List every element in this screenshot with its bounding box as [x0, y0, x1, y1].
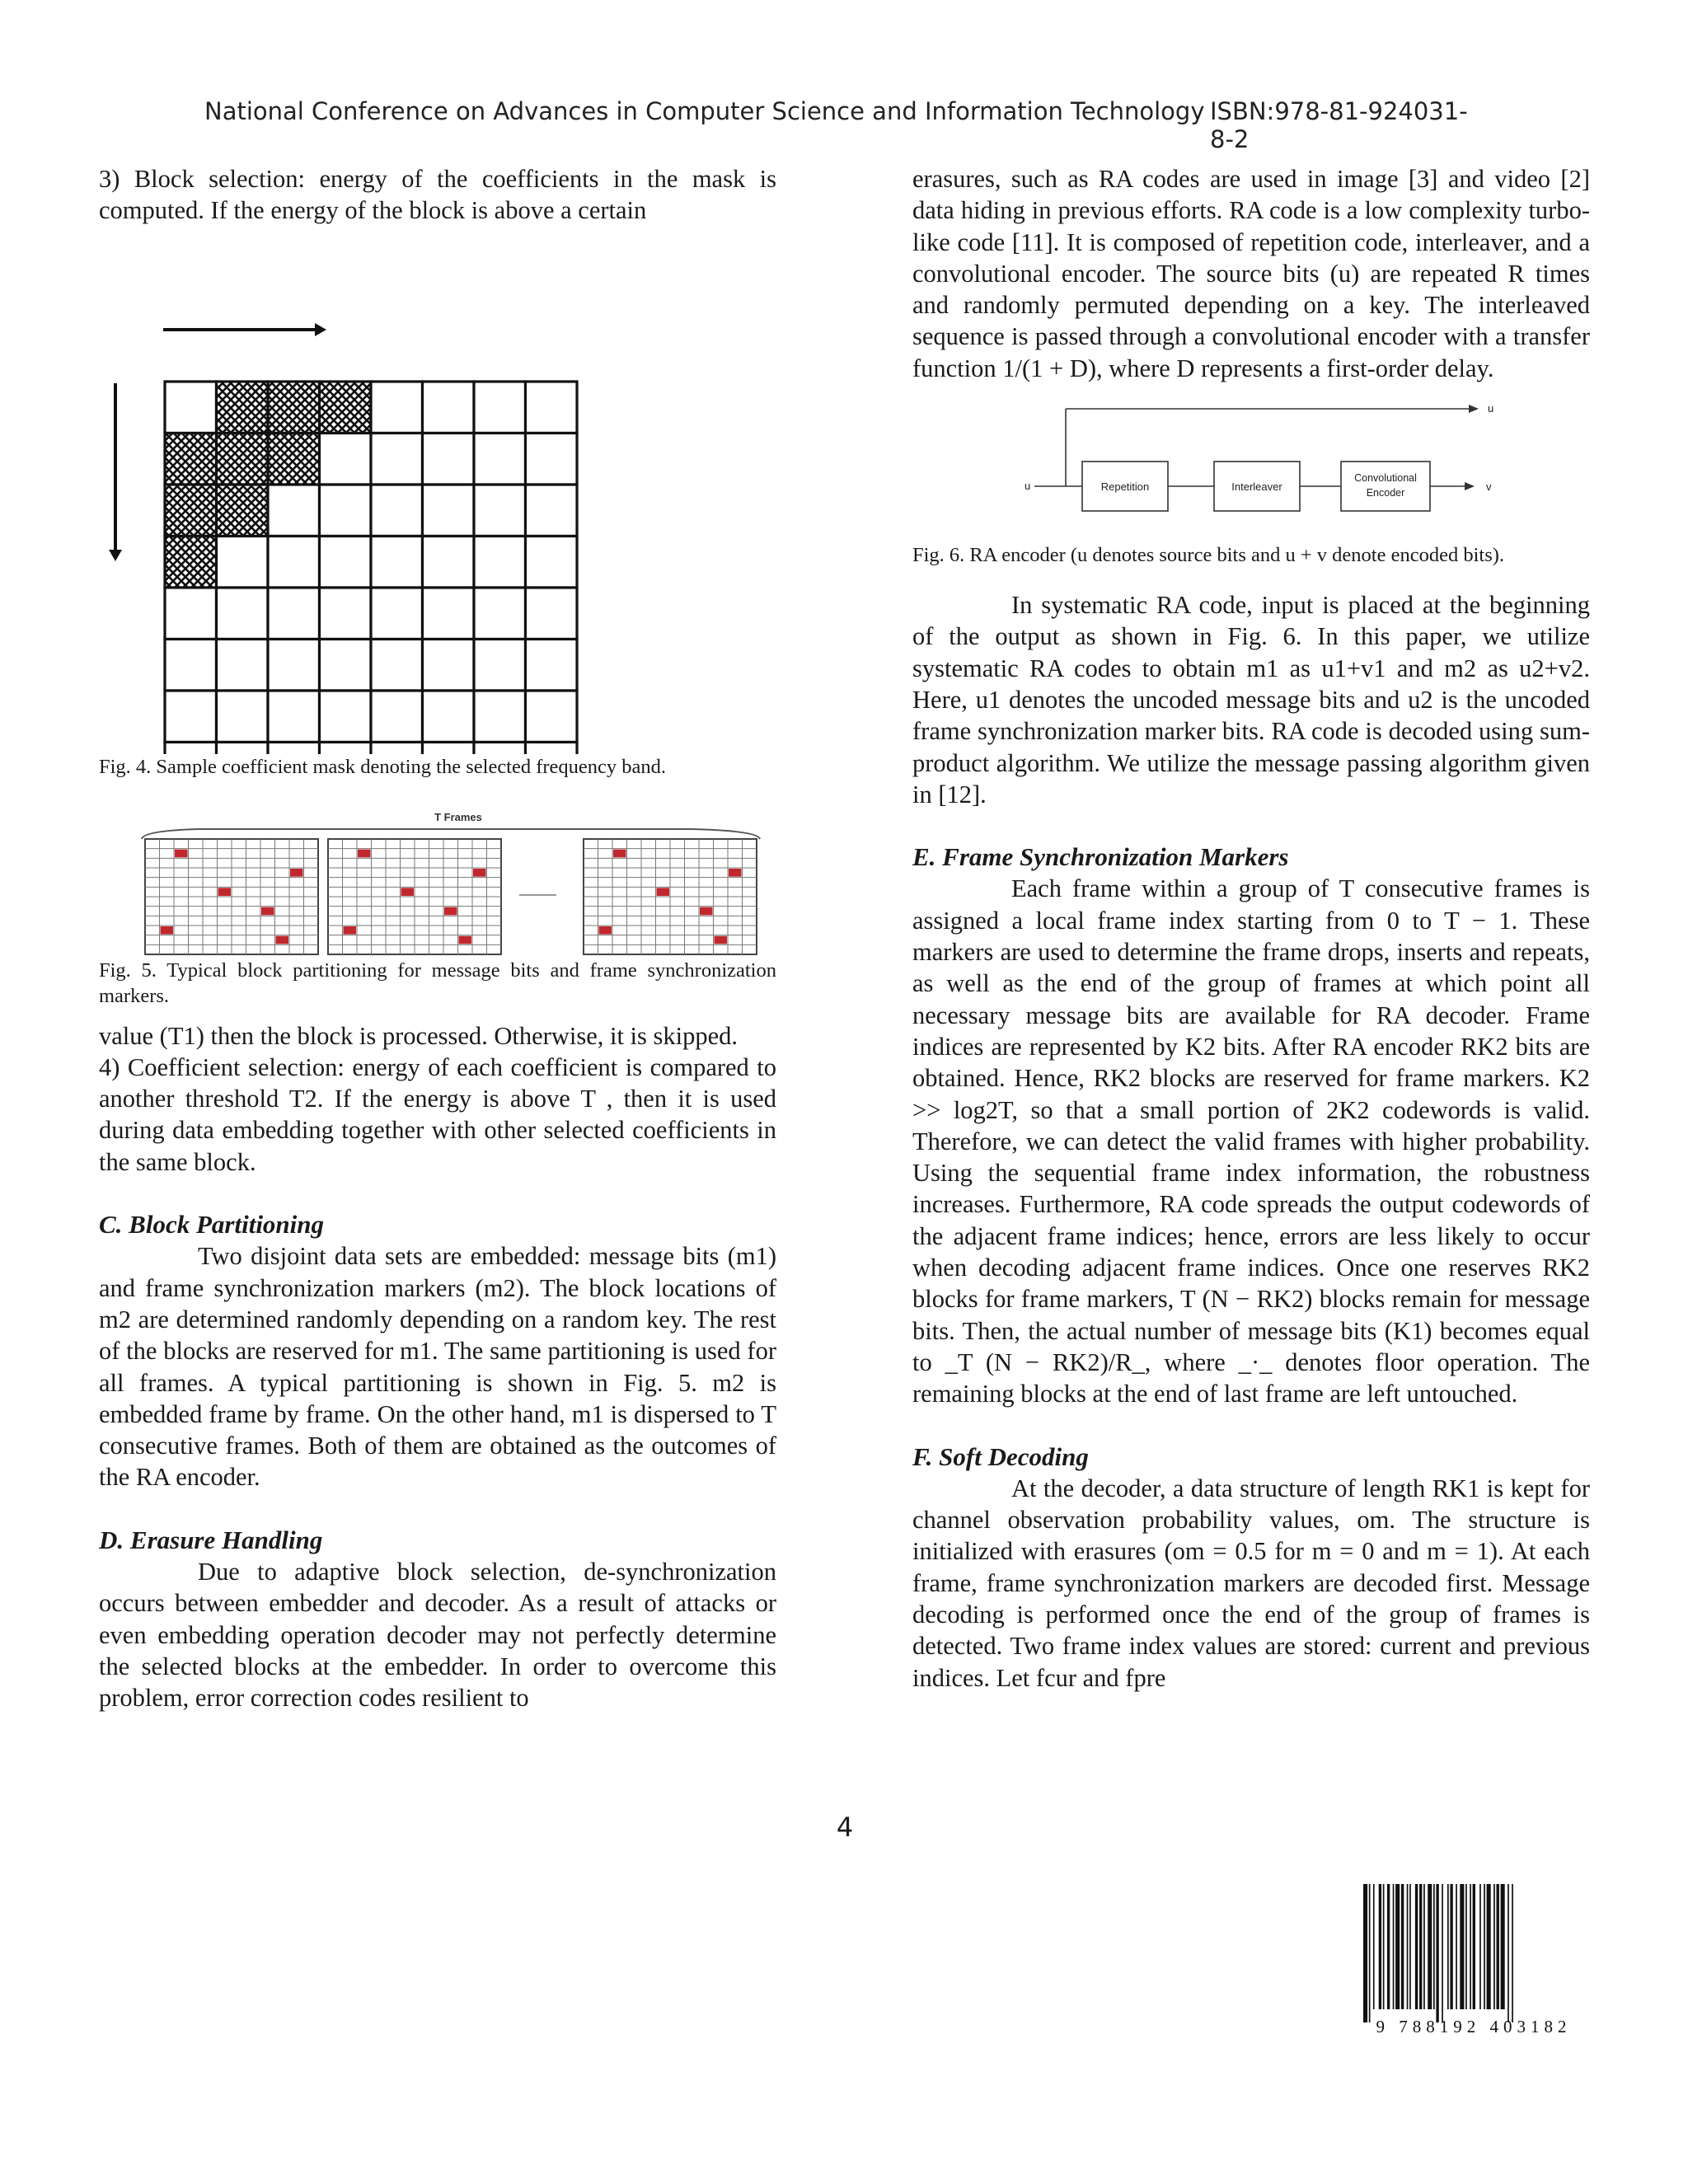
sync-marker-block: [444, 907, 457, 915]
conv-label-line2: Encoder: [1366, 487, 1405, 499]
mask-cell: [320, 588, 372, 640]
mask-cell: [320, 742, 372, 754]
sync-marker-block: [218, 888, 232, 896]
section-e-paragraph: Each frame within a group of T consecutive frames is assigned a local frame index starting from 0 to T − 1. These markers are used to determine the frame drops, inserts and repeats, as well as the end of the group of frames at which point all necessary message bits are available for RA decoder. Frame indices are represented by K2 bits. After RA encoder RK2 bits are obtained. Hence, RK2 blocks are reserved for frame markers. K2 >> log2T, so that a small portion of 2K2 codewords is valid. Therefore, we can detect the valid frames with higher probability. Using the sequential frame index information, the robustness increases. Furthermore, RA code spreads the output codewords of the adjacent frame indices; hence, errors are less likely to occur when decoding adjacent frame indices. Once one reserves RK2 blocks for frame markers, T (N − RK2) blocks remain for message bits. Then, the actual number of message bits (K1) becomes equal to _T (N − RK2)/R_, where _·_ denotes floor operation. The remaining blocks at the end of last frame are left untouched.: [912, 874, 1590, 1408]
barcode-bar: [1473, 1884, 1475, 2009]
barcode-bar: [1470, 1884, 1471, 2009]
mask-cell-selected: [165, 536, 217, 588]
mask-cell: [371, 536, 423, 588]
mask-cell: [320, 639, 372, 691]
barcode-bar: [1450, 1884, 1452, 2009]
mask-cell: [320, 485, 372, 537]
mask-cell: [320, 433, 372, 485]
mask-cell-selected: [165, 433, 217, 485]
mask-cell: [371, 639, 423, 691]
sync-marker-block: [715, 935, 728, 944]
barcode-bar: [1407, 1884, 1409, 2009]
barcode-bar: [1387, 1884, 1390, 2009]
mask-cell: [217, 742, 269, 754]
mask-cell: [526, 588, 578, 640]
barcode-bar: [1401, 1884, 1404, 2009]
mask-cell: [423, 742, 475, 754]
mask-cell: [474, 485, 526, 537]
left-column: [99, 163, 776, 1714]
mask-cell: [474, 639, 526, 691]
mask-cell: [371, 588, 423, 640]
page-number: 4: [836, 1811, 854, 1843]
mask-cell-selected: [217, 485, 269, 537]
bypass-u-label: u: [1488, 402, 1494, 415]
sync-marker-block: [401, 888, 415, 896]
mask-cell: [371, 485, 423, 537]
barcode-bar: [1383, 1884, 1385, 2009]
input-u-label: u: [1025, 480, 1031, 493]
barcode-bar: [1415, 1884, 1418, 2009]
mask-cell: [423, 588, 475, 640]
barcode-bar: [1479, 1884, 1481, 2009]
mask-cell: [320, 536, 372, 588]
mask-cell: [268, 742, 320, 754]
mask-cell: [474, 588, 526, 640]
mask-cell: [526, 536, 578, 588]
barcode-bar: [1507, 1884, 1509, 2022]
mask-cell-selected: [165, 485, 217, 537]
barcode-bar: [1379, 1884, 1381, 2009]
figure-5-caption: Fig. 5. Typical block partitioning for message bits and frame synchronization markers.: [99, 958, 776, 1007]
barcode-bar: [1460, 1884, 1464, 2009]
paragraph-block-selection-start: 3) Block selection: energy of the coefficients in the mask is computed. If the energy of the block is above a certain: [99, 165, 776, 225]
coefficient-mask-grid: [99, 227, 776, 754]
frame-grid: [584, 839, 757, 954]
barcode-bar: [1484, 1884, 1485, 2009]
mask-cell: [268, 536, 320, 588]
output-v-label: v: [1486, 480, 1492, 494]
barcode-bar: [1423, 1884, 1425, 2009]
mask-cell: [526, 485, 578, 537]
ra-encoder-diagram: [912, 384, 1590, 542]
repetition-label: Repetition: [1100, 480, 1150, 494]
mask-cell: [423, 536, 475, 588]
sync-marker-block: [358, 849, 371, 857]
section-e-heading: E. Frame Synchronization Markers: [912, 842, 1289, 872]
frame-grid: [328, 839, 501, 954]
sync-marker-block: [459, 935, 472, 944]
mask-cell: [474, 536, 526, 588]
figure-4: [99, 227, 776, 754]
interleaver-label: Interleaver: [1231, 480, 1282, 494]
mask-cell: [268, 691, 320, 743]
section-c-heading: C. Block Partitioning: [99, 1210, 325, 1240]
figure-6-caption: Fig. 6. RA encoder (u denotes source bits and u + v denote encoded bits).: [912, 544, 1505, 567]
mask-cell: [423, 639, 475, 691]
mask-cell: [165, 382, 217, 434]
isbn-label: ISBN:978-81-924031-8-2: [1210, 97, 1468, 153]
isbn-barcode: [1350, 1876, 1589, 2045]
sync-marker-block: [261, 907, 274, 915]
barcode-bar: [1428, 1884, 1432, 2009]
mask-cell: [371, 691, 423, 743]
mask-cell-selected: [268, 433, 320, 485]
conference-title: National Conference on Advances in Computer Science and Information Technology: [204, 97, 1205, 125]
mask-cell: [268, 588, 320, 640]
barcode-bar: [1369, 1884, 1371, 2022]
paragraph-coefficient-selection: 4) Coefficient selection: energy of each coefficient is compared to another threshold T2. If the energy is above T , then it is used during data embedding together with other selected coefficients in the same block.: [99, 1052, 776, 1176]
sync-marker-block: [599, 926, 612, 935]
barcode-digits: 9 788192 403182: [1376, 2017, 1572, 2036]
paragraph-erasures: erasures, such as RA codes are used in image [3] and video [2] data hiding in previous efforts. RA code is a low complexity turbo-like code [11]. It is composed of repetition code, interleaver, and a convolutional encoder. The source bits (u) are repeated R times and randomly permuted depending on a key. The interleaved sequence is passed through a convolutional encoder with a transfer function 1/(1 + D), where D represents a first-order delay.: [912, 165, 1590, 382]
mask-cell: [526, 742, 578, 754]
t-frames-label: T Frames: [434, 810, 482, 823]
barcode-bar: [1501, 1884, 1505, 2009]
sync-marker-block: [344, 926, 357, 935]
mask-cell: [526, 639, 578, 691]
barcode-bar: [1393, 1884, 1395, 2009]
barcode-bar: [1447, 1884, 1449, 2009]
barcode-bar: [1433, 1884, 1435, 2009]
mask-cell: [423, 382, 475, 434]
barcode-bar: [1456, 1884, 1457, 2009]
mask-cell-selected: [217, 433, 269, 485]
sync-marker-block: [290, 869, 303, 877]
mask-cell: [165, 588, 217, 640]
section-c-paragraph: Two disjoint data sets are embedded: message bits (m1) and frame synchronization markers (m2). The block locations of m2 are determined randomly depending on a random key. The rest of the blocks are reserved for m1. The same partitioning is used for all frames. A typical partitioning is shown in Fig. 5. m2 is embedded frame by frame. On the other hand, m1 is dispersed to T consecutive frames. Both of them are obtained as the outcomes of the RA encoder.: [99, 1242, 776, 1492]
mask-cell-selected: [217, 382, 269, 434]
mask-cell: [423, 691, 475, 743]
sync-marker-block: [729, 869, 742, 877]
barcode-bar: [1497, 1884, 1499, 2009]
mask-cell: [217, 536, 269, 588]
mask-cell-selected: [268, 382, 320, 434]
mask-cell: [474, 433, 526, 485]
mask-cell: [474, 382, 526, 434]
barcode-bar: [1373, 1884, 1375, 2009]
mask-cell: [371, 382, 423, 434]
barcode-bar: [1442, 1884, 1443, 2022]
sync-marker-block: [657, 888, 670, 896]
mask-cell: [423, 485, 475, 537]
mask-cell: [474, 742, 526, 754]
sync-marker-block: [161, 926, 174, 935]
mask-cell: [165, 639, 217, 691]
figure-5: [99, 798, 776, 958]
sync-marker-block: [473, 869, 486, 877]
sync-marker-block: [175, 849, 188, 857]
barcode-bar: [1512, 1884, 1513, 2022]
mask-cell: [217, 639, 269, 691]
mask-cell: [526, 691, 578, 743]
barcode-bar: [1493, 1884, 1495, 2009]
mask-cell: [371, 433, 423, 485]
frame-grid: [145, 839, 318, 954]
section-f-heading: F. Soft Decoding: [912, 1441, 1089, 1471]
mask-cell: [165, 691, 217, 743]
mask-cell: [165, 742, 217, 754]
mask-cell: [526, 433, 578, 485]
barcode-bar: [1487, 1884, 1491, 2009]
block-partitioning-diagram: [99, 798, 776, 958]
barcode-bar: [1465, 1884, 1467, 2009]
mask-cell-selected: [320, 382, 372, 434]
conv-label-line1: Convolutional: [1354, 472, 1417, 485]
mask-cell: [371, 742, 423, 754]
mask-cell: [268, 485, 320, 537]
figure-4-caption: Fig. 4. Sample coefficient mask denoting the selected frequency band.: [99, 755, 667, 778]
sync-marker-block: [613, 849, 626, 857]
mask-cell: [217, 691, 269, 743]
mask-cell: [474, 691, 526, 743]
paragraph-systematic-ra: In systematic RA code, input is placed at the beginning of the output as shown in Fig. 6. In this paper, we utilize systematic RA codes to obtain m1 as u1+v1 and m2 as u2+v2. Here, u1 denotes the uncoded message bits and u2 is the uncoded frame synchronization marker bits. RA code is decoded using sum-product algorithm. We utilize the message passing algorithm given in [12].: [912, 591, 1590, 808]
mask-cell: [320, 691, 372, 743]
section-d-paragraph: Due to adaptive block selection, de-synchronization occurs between embedder and decoder. As a result of attacks or even embedding operation decoder may not perfectly determine the selected blocks at the embedder. In order to overcome this problem, error correction codes resilient to: [99, 1558, 776, 1713]
barcode-bar: [1395, 1884, 1400, 2009]
figure-6: [912, 384, 1590, 542]
barcode-bar: [1419, 1884, 1422, 2009]
right-column: [912, 163, 1590, 1694]
barcode-bar: [1363, 1884, 1367, 2022]
barcode-bar: [1409, 1884, 1411, 2009]
paragraph-block-selection-end: value (T1) then the block is processed. Otherwise, it is skipped.: [99, 1021, 738, 1050]
mask-cell: [526, 382, 578, 434]
section-f-paragraph: At the decoder, a data structure of length RK1 is kept for channel observation probability values, om. The structure is initialized with erasures (om = 0.5 for m = 0 and m = 1). At each frame, frame synchronization markers are decoded first. Message decoding is performed once the end of the group of frames is detected. Two frame index values are stored: current and previous indices. Let fcur and fpre: [912, 1474, 1590, 1692]
convolutional-encoder-block: [1341, 462, 1430, 511]
sync-marker-block: [276, 935, 289, 944]
section-d-heading: D. Erasure Handling: [99, 1525, 323, 1554]
mask-cell: [268, 639, 320, 691]
mask-cell: [217, 588, 269, 640]
mask-cell: [423, 433, 475, 485]
sync-marker-block: [700, 907, 713, 915]
barcode-bar: [1436, 1884, 1438, 2022]
